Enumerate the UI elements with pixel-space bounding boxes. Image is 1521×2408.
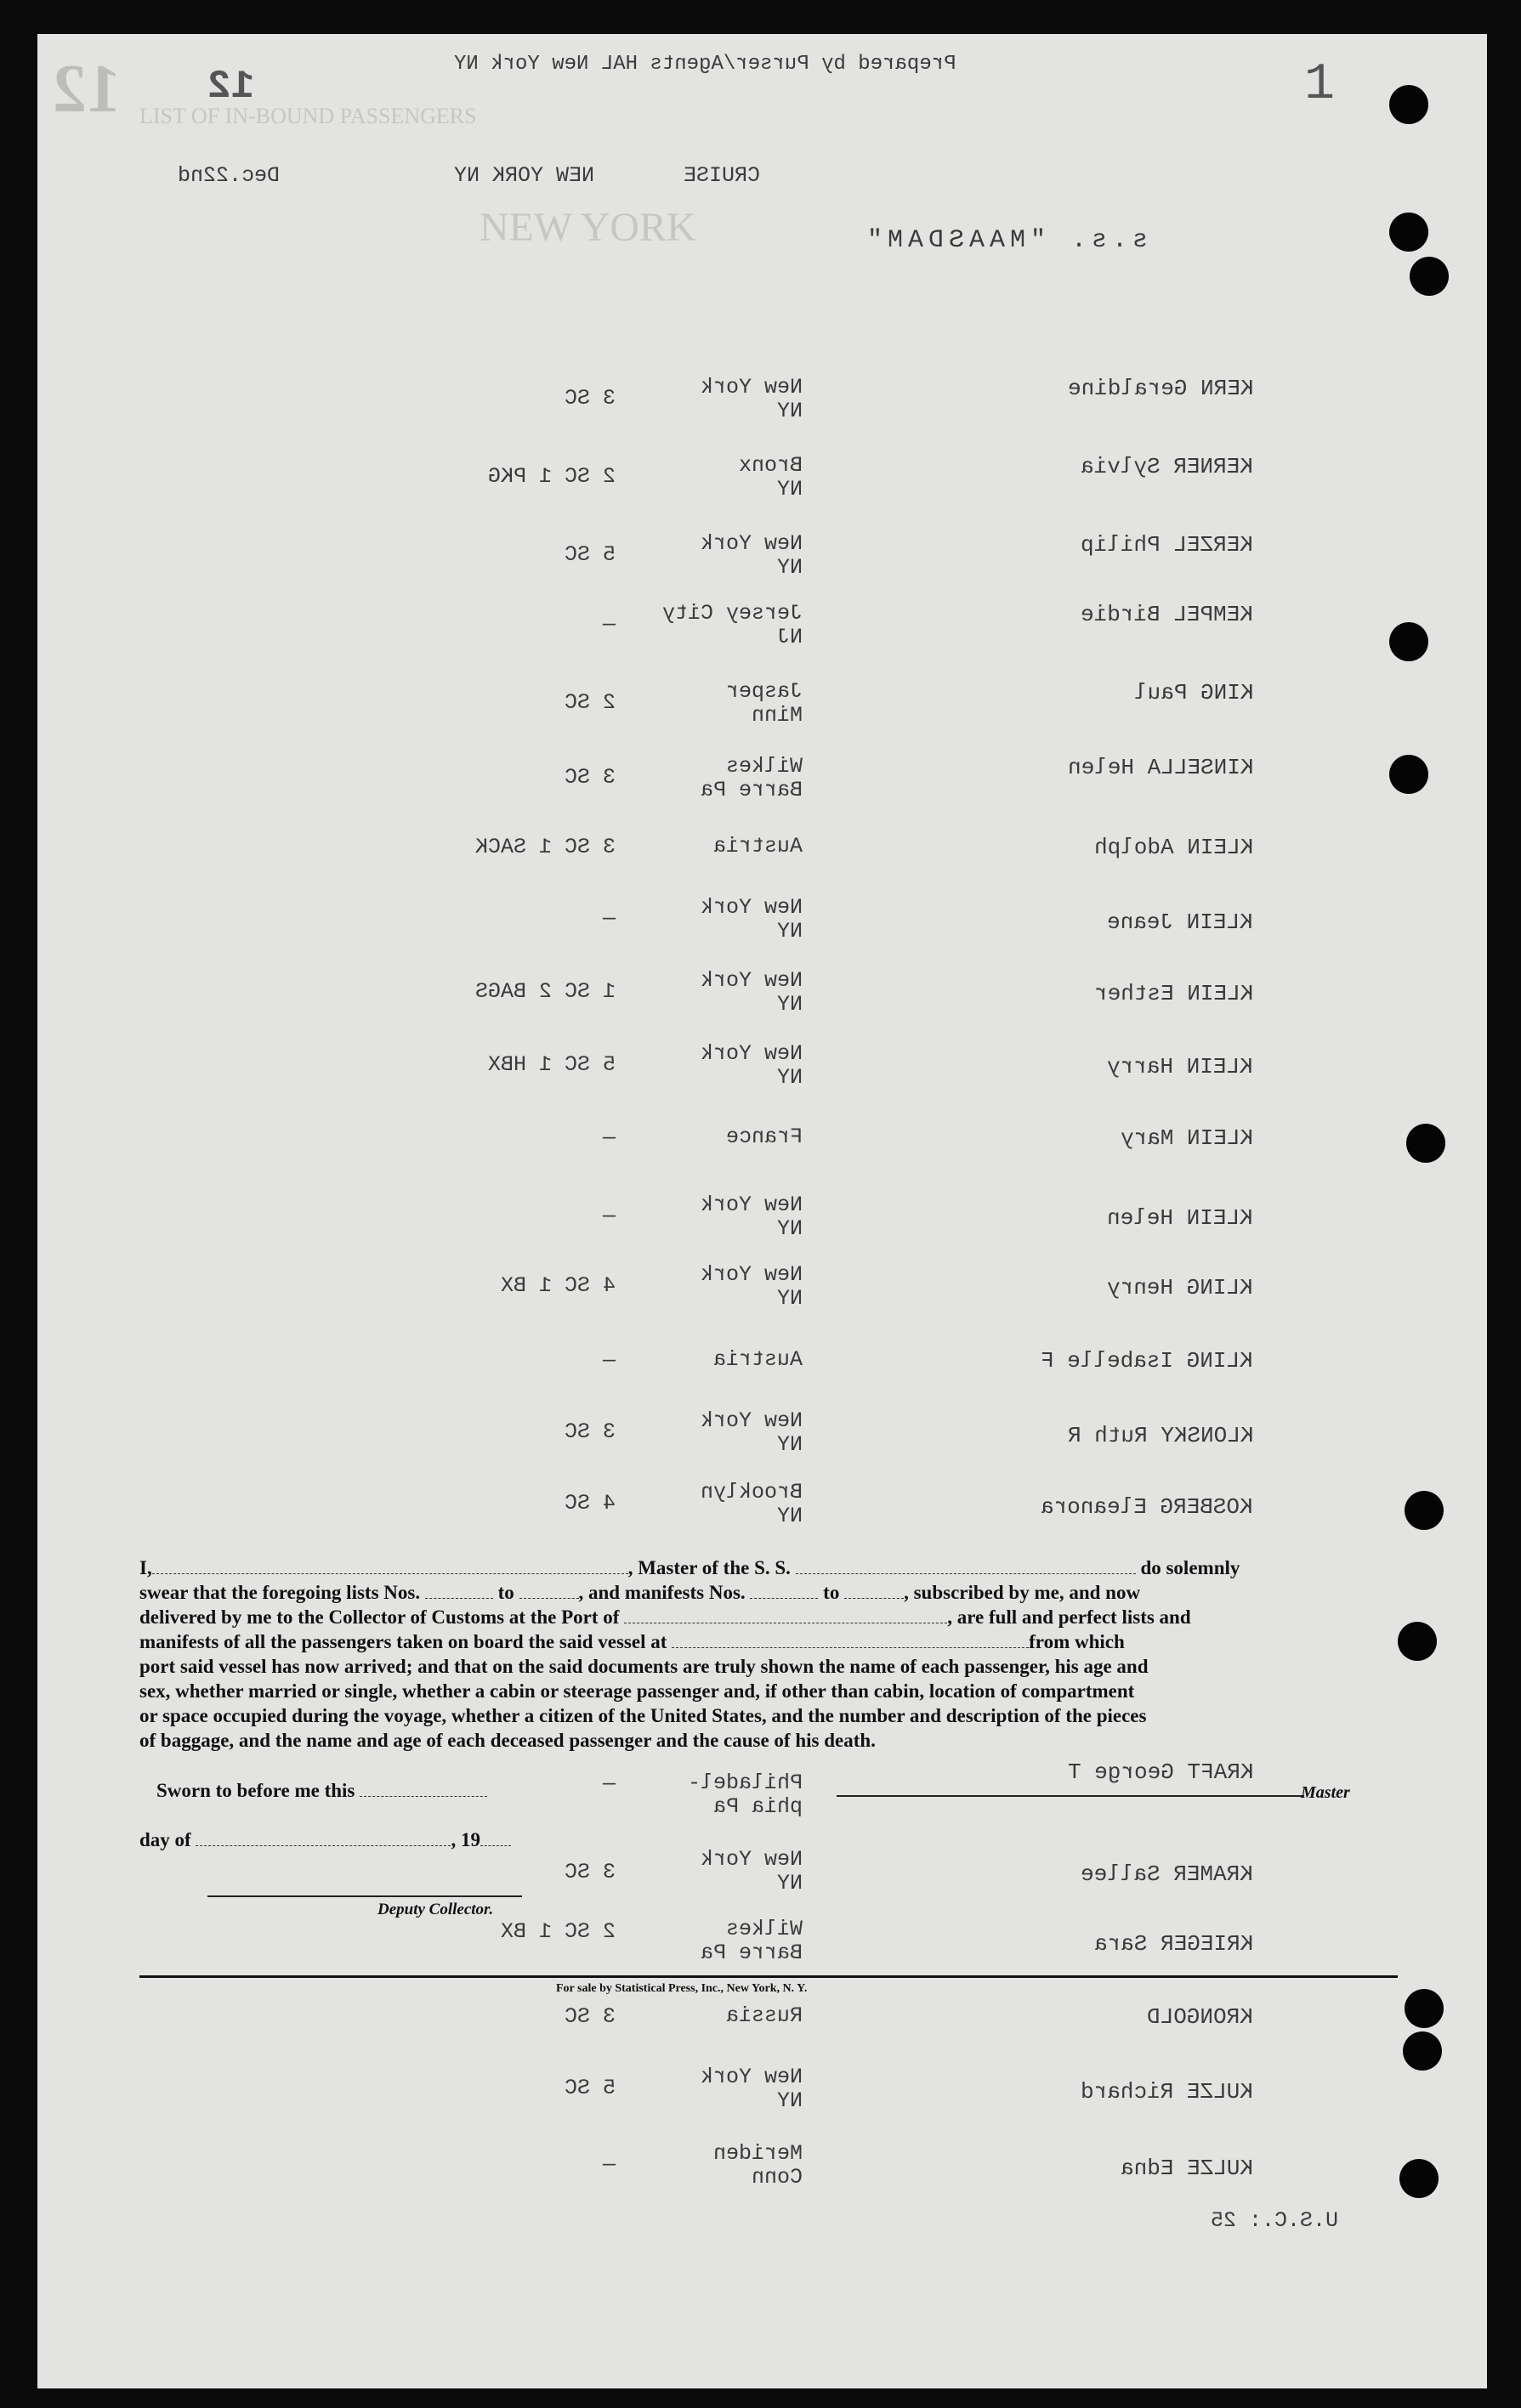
deputy-collector-label: Deputy Collector. xyxy=(377,1901,494,1918)
punch-hole xyxy=(1405,1989,1444,2028)
passenger-info: 3 SC xyxy=(564,386,616,411)
passenger-row: KRAMER Sallee New York NY 3 SC xyxy=(564,1847,1253,1895)
page-number: 12 xyxy=(207,65,255,109)
passenger-row: KEMPEL Birdie Jersey City NJ — xyxy=(602,601,1253,649)
printer-imprint: For sale by Statistical Press, Inc., New York, N. Y. xyxy=(556,1982,808,1995)
passenger-row: KLEIN Adolph Austria 3 SC 1 SACK xyxy=(474,834,1253,860)
sworn-line: Sworn to before me this xyxy=(156,1778,599,1803)
punch-hole xyxy=(1389,755,1428,794)
oath-line-4: manifests of all the passengers taken on board the said vessel at from which xyxy=(139,1631,1125,1652)
bleed-through-heading: LIST OF IN-BOUND PASSENGERS xyxy=(139,104,477,128)
oath-line-5: port said vessel has now arrived; and that on the said documents are truly shown the name of each passenger, his age and xyxy=(139,1656,1149,1677)
oath-line-3: delivered by me to the Collector of Customs at the Port of , are full and perfect lists and xyxy=(139,1606,1191,1628)
oath-line-6: sex, whether married or single, whether a cabin or steerage passenger and, if other than cabin, location of compartment xyxy=(139,1680,1135,1702)
manifest-sheet xyxy=(37,34,1487,2388)
passenger-row: KLEIN Esther New York NY 1 SC 2 BAGS xyxy=(474,968,1253,1017)
passenger-name: KERN Geraldine xyxy=(1067,376,1253,401)
passenger-row: KERZEL Philip New York NY 5 SC xyxy=(564,531,1253,580)
punch-hole xyxy=(1410,257,1449,296)
passenger-row: KERNER Sylvia Bronx NY 2 SC 1 PKG xyxy=(487,453,1253,501)
punch-hole xyxy=(1389,622,1428,661)
cruise-label: CRUISE xyxy=(684,163,761,188)
passenger-row: KLEIN Jeane New York NY — xyxy=(602,895,1253,943)
corner-mark: 1 xyxy=(1304,56,1336,114)
passenger-row: KINSELLA Helen Wilkes Barre Pa 3 SC xyxy=(564,754,1253,802)
master-label: Master xyxy=(1301,1783,1350,1802)
oath-line-8: of baggage, and the name and age of each deceased passenger and the cause of his death. xyxy=(139,1730,876,1751)
punch-hole xyxy=(1406,1124,1445,1163)
oath-line-1: I, , Master of the S. S. do solemnly xyxy=(139,1557,1240,1578)
punch-hole xyxy=(1399,2159,1439,2198)
passenger-row: KING Paul Jasper Minn 2 SC xyxy=(564,679,1253,728)
passenger-row: KLONSKY Ruth R New York NY 3 SC xyxy=(564,1408,1253,1457)
form-rule xyxy=(139,1975,1398,1978)
port-label: NEW YORK NY xyxy=(454,163,595,188)
punch-hole xyxy=(1403,2031,1442,2071)
passenger-row: KRAFT George T Philadel- phia Pa — xyxy=(602,1759,1253,1819)
punch-hole xyxy=(1398,1622,1437,1661)
passenger-city: New York NY xyxy=(700,375,803,423)
oath-line-7: or space occupied during the voyage, whether a citizen of the United States, and the number and description of the pieces xyxy=(139,1705,1147,1726)
stamp-mark: 12 xyxy=(53,52,121,127)
passenger-row: KRONGOLD Russia 3 SC xyxy=(564,2003,1253,2030)
punch-hole xyxy=(1405,1491,1444,1530)
passenger-row: KOSBERG Eleanora Brooklyn NY 4 SC xyxy=(564,1480,1253,1528)
passenger-row: KLING Henry New York NY 4 SC 1 BX xyxy=(500,1262,1253,1311)
passenger-row: KRIEGER Sara Wilkes Barre Pa 2 SC 1 BX xyxy=(500,1917,1253,1965)
passenger-row: KULZE Edna Meriden Conn — xyxy=(602,2141,1253,2190)
passenger-row: KLEIN Mary France — xyxy=(602,1125,1253,1151)
punch-hole xyxy=(1389,212,1428,252)
day-of-line: day of , 19 xyxy=(139,1827,582,1852)
passenger-row: KLEIN Helen New York NY — xyxy=(602,1193,1253,1241)
bleed-through-port: NEW YORK xyxy=(480,205,696,250)
passenger-row: KULZE Richard New York NY 5 SC xyxy=(564,2065,1253,2113)
vessel-name: s.s. "MAASDAM" xyxy=(862,226,1149,255)
prepared-by-line: Prepared by Purser/Agents HAL New York NY xyxy=(454,53,956,76)
passenger-row: KLEIN Harry New York NY 5 SC 1 HBX xyxy=(487,1041,1253,1090)
form-code: U.S.C.: 25 xyxy=(1211,2208,1339,2233)
passenger-row xyxy=(37,376,1487,444)
oath-line-2: swear that the foregoing lists Nos. to , and manifests Nos. to , subscribed by me, and now xyxy=(139,1582,1141,1603)
punch-hole xyxy=(1389,85,1428,124)
date-label: Dec.22nd xyxy=(178,163,281,188)
passenger-row: KLING Isabelle F Austria — xyxy=(602,1347,1253,1374)
